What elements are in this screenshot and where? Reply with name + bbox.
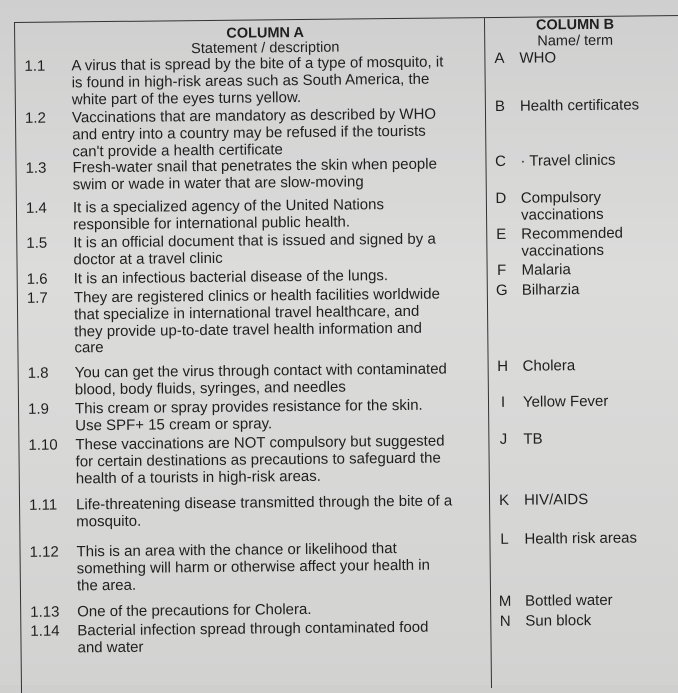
statement-line: care: [74, 339, 104, 357]
statement-line: for certain destinations as precautions to safeguard the: [75, 449, 441, 471]
term-letter: N: [499, 612, 511, 630]
statement-number: 1.13: [30, 603, 60, 621]
statement-text: [72, 156, 482, 194]
statement-number: 1.8: [27, 364, 49, 382]
statement-line: It is a specialized agency of the United Nations: [72, 196, 385, 217]
statement-text: [71, 54, 482, 109]
term-text: [522, 282, 580, 299]
statement-line: This is an area with the chance or likelihood that: [76, 540, 397, 561]
statement-line: is found in high-risk areas such as South America, the: [71, 70, 430, 92]
statement-text: [77, 619, 487, 657]
term-item: [492, 529, 678, 548]
statement-number: 1.2: [24, 109, 46, 127]
term-letter: F: [496, 261, 507, 279]
term-letter: K: [498, 491, 510, 509]
statement-item: [21, 600, 481, 621]
statement-number: 1.7: [26, 289, 48, 307]
term-text: [525, 593, 613, 611]
term-line: vaccinations: [520, 205, 604, 224]
term-letter: I: [500, 393, 506, 411]
statement-line: A virus that is spread by the bite of a type of mosquito, it: [71, 53, 444, 75]
term-letter: B: [494, 97, 505, 115]
term-text: [523, 431, 542, 448]
term-line: Yellow Fever: [522, 392, 609, 411]
term-line: TB: [523, 430, 543, 448]
statement-text: [75, 361, 485, 399]
statement-line: health of a tourists in high-risk areas.: [75, 467, 321, 487]
statement-number: 1.1: [24, 57, 46, 75]
matching-table: [14, 15, 678, 693]
term-item: [493, 591, 678, 610]
term-line: Bottled water: [525, 591, 613, 610]
column-b-title: COLUMN B: [535, 16, 615, 34]
statement-item: [20, 492, 480, 531]
term-item: [493, 611, 678, 630]
statement-item: [19, 360, 479, 399]
term-letter: H: [497, 357, 509, 375]
statement-line: the area.: [76, 576, 137, 594]
term-text: [524, 492, 588, 509]
term-item: [491, 357, 678, 375]
term-line: · Travel clinics: [520, 151, 616, 170]
term-letter: G: [495, 281, 508, 299]
statement-text: [75, 433, 486, 488]
statement-line: They are registered clinics or health facilities worldwide: [73, 285, 440, 307]
statement-line: swim or wade in water that are slow-moving: [72, 173, 364, 194]
statement-line: they provide up-to-date travel health information and: [74, 319, 423, 340]
term-text: [520, 153, 615, 171]
statement-text: [72, 106, 483, 161]
statement-number: 1.5: [26, 234, 48, 252]
column-a-title: COLUMN A: [226, 24, 305, 42]
statement-line: Fresh-water snail that penetrates the skin when people: [72, 155, 437, 177]
statement-line: Vaccinations that are mandatory as described by WHO: [71, 105, 437, 127]
term-line: Health certificates: [519, 96, 640, 115]
term-line: Health risk areas: [524, 529, 638, 548]
statement-text: [73, 231, 483, 269]
term-letter: A: [494, 49, 505, 67]
statement-line: something will harm or otherwise affect your health in: [76, 556, 431, 578]
term-text: [521, 190, 604, 224]
term-text: [523, 358, 576, 375]
term-item: [490, 281, 678, 299]
statement-line: responsible for international public health.: [73, 213, 351, 234]
statement-line: white part of the eyes turns yellow.: [71, 88, 302, 108]
statement-line: You can get the virus through contact with contaminated: [74, 360, 447, 382]
statement-number: 1.11: [28, 496, 58, 514]
statement-number: 1.10: [28, 436, 58, 454]
term-text: [522, 262, 571, 279]
statement-text: [76, 540, 487, 595]
statement-line: doctor at a travel clinic: [73, 249, 223, 269]
term-line: Malaria: [521, 261, 571, 279]
term-line: Sun block: [525, 611, 592, 630]
statement-text: [74, 286, 485, 357]
term-text: [519, 50, 556, 67]
term-line: Compulsory: [520, 188, 601, 207]
statement-number: 1.6: [26, 270, 48, 288]
term-item: [490, 261, 678, 279]
statement-number: 1.4: [25, 199, 47, 217]
column-b-subtitle: Name/ term: [537, 32, 614, 50]
term-line: Recommended: [521, 224, 624, 243]
statement-line: mosquito.: [76, 512, 142, 531]
statement-line: Bacterial infection spread through contaminated food: [77, 618, 429, 640]
term-text: [525, 613, 591, 630]
statement-line: can't provide a health certificate: [72, 140, 283, 160]
term-item: [492, 491, 678, 509]
statement-line: Use SPF+ 15 cream or spray.: [75, 415, 273, 435]
statement-item: [15, 53, 475, 108]
term-item: [489, 224, 678, 260]
term-text: [524, 531, 637, 549]
statement-text: [76, 493, 486, 531]
statement-line: and water: [77, 638, 144, 657]
term-text: [521, 226, 623, 261]
term-text: [523, 394, 608, 412]
statement-line: and entry into a country may be refused if the tourists: [72, 122, 426, 144]
term-letter: C: [494, 152, 506, 170]
statement-line: that specialize in international travel healthcare, and: [73, 302, 420, 324]
term-letter: D: [495, 189, 507, 207]
statement-number: 1.3: [25, 159, 47, 177]
term-item: [489, 188, 678, 224]
term-line: HIV/AIDS: [523, 491, 589, 509]
term-item: [488, 151, 678, 170]
statement-item: [20, 540, 480, 594]
term-letter: J: [499, 430, 508, 448]
term-letter: E: [496, 225, 507, 243]
term-text: [520, 97, 639, 115]
term-letter: M: [498, 592, 512, 610]
term-item: [491, 392, 678, 411]
statement-line: It is an infectious bacterial disease of the lungs.: [73, 267, 389, 288]
statement-line: blood, body fluids, syringes, and needles: [74, 378, 346, 399]
term-line: Cholera: [522, 357, 576, 375]
term-line: WHO: [519, 49, 557, 67]
statement-line: It is an official document that is issued and signed by a: [73, 230, 436, 252]
statement-line: These vaccinations are NOT compulsory but suggested: [75, 432, 445, 454]
statement-line: One of the precautions for Cholera.: [77, 600, 312, 621]
statement-line: Life-threatening disease transmitted through the bite of a: [75, 492, 453, 514]
term-line: vaccinations: [521, 241, 605, 260]
statement-line: This cream or spray provides resistance for the skin.: [74, 396, 423, 418]
term-letter: L: [500, 530, 509, 548]
statement-number: 1.14: [30, 622, 60, 640]
statement-text: [75, 397, 485, 435]
statement-number: 1.9: [27, 400, 50, 418]
statement-number: 1.12: [29, 543, 59, 561]
term-item: [491, 430, 678, 448]
statement-item: [17, 196, 477, 234]
term-line: Bilharzia: [521, 281, 580, 299]
column-a-subtitle: Statement / description: [191, 39, 340, 58]
statement-text: [73, 196, 483, 234]
term-item: [488, 96, 678, 115]
